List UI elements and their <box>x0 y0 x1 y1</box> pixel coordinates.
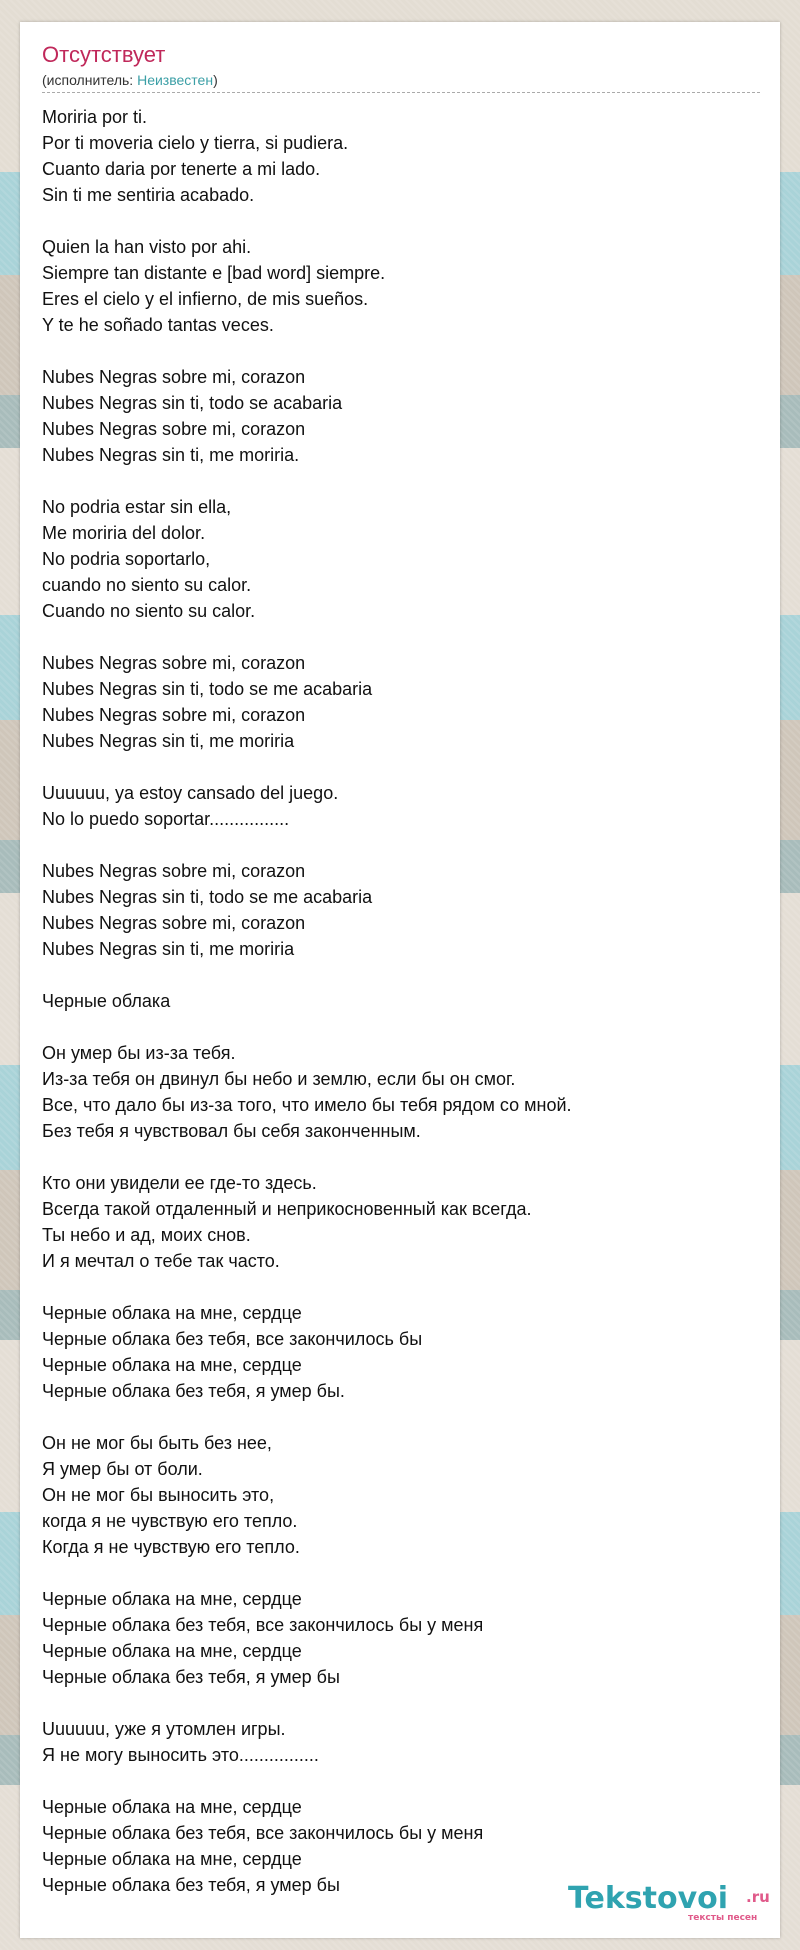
lyric-line <box>42 962 762 988</box>
lyric-line: Nubes Negras sin ti, me moriria <box>42 731 295 751</box>
lyric-line <box>42 338 762 364</box>
lyric-line <box>42 624 762 650</box>
lyric-line: Uuuuuu, ya estoy cansado del juego. <box>42 783 339 803</box>
logo-tld: .ru <box>746 1888 770 1906</box>
lyric-line: Черные облака без тебя, все закончилось бы у меня <box>42 1823 484 1843</box>
lyric-line <box>42 1274 762 1300</box>
lyric-line: И я мечтал о тебе так часто. <box>42 1251 280 1271</box>
lyric-line: Eres el cielo y el infierno, de mis sueños. <box>42 289 369 309</box>
lyric-line: Когда я не чувствую его тепло. <box>42 1537 300 1557</box>
lyric-line: Он умер бы из-за тебя. <box>42 1043 236 1063</box>
site-logo[interactable] <box>568 1882 773 1928</box>
lyric-line: Черные облака на мне, сердце <box>42 1589 302 1609</box>
lyric-line: Черные облака на мне, сердце <box>42 1849 302 1869</box>
lyric-line: Черные облака без тебя, я умер бы. <box>42 1381 345 1401</box>
lyric-line: Me moriria del dolor. <box>42 523 206 543</box>
lyric-line: Все, что дало бы из-за того, что имело бы тебя рядом со мной. <box>42 1095 572 1115</box>
lyric-line: Uuuuuu, уже я утомлен игры. <box>42 1719 286 1739</box>
lyric-line: Черные облака без тебя, все закончилось бы у меня <box>42 1615 484 1635</box>
lyric-line: Черные облака без тебя, все закончилось бы <box>42 1329 423 1349</box>
lyric-line: Черные облака без тебя, я умер бы <box>42 1875 340 1895</box>
lyric-line: No lo puedo soportar................ <box>42 809 290 829</box>
lyric-line <box>42 1404 762 1430</box>
lyric-line: Moriria por ti. <box>42 107 148 127</box>
lyric-line <box>42 468 762 494</box>
lyric-line: cuando no siento su calor. <box>42 575 252 595</box>
lyric-line <box>42 1690 762 1716</box>
lyric-line: Y te he soñado tantas veces. <box>42 315 274 335</box>
lyric-line: Ты небо и ад, моих снов. <box>42 1225 251 1245</box>
lyric-line: Черные облака без тебя, я умер бы <box>42 1667 340 1687</box>
lyric-line: Nubes Negras sobre mi, corazon <box>42 419 306 439</box>
lyrics-card <box>20 22 780 1938</box>
lyric-line: Всегда такой отдаленный и неприкосновенный как всегда. <box>42 1199 532 1219</box>
artist-suffix: ) <box>213 72 218 88</box>
song-title: Отсутствует <box>42 42 166 67</box>
lyric-line: Я умер бы от боли. <box>42 1459 203 1479</box>
lyric-line: Черные облака на мне, сердце <box>42 1797 302 1817</box>
lyric-line: Nubes Negras sin ti, todo se acabaria <box>42 393 343 413</box>
lyric-line: Без тебя я чувствовал бы себя законченным. <box>42 1121 421 1141</box>
artist-line <box>42 72 218 89</box>
lyric-line: Nubes Negras sin ti, me moriria <box>42 939 295 959</box>
lyric-line: Nubes Negras sin ti, todo se me acabaria <box>42 679 373 699</box>
lyric-line: No podria estar sin ella, <box>42 497 232 517</box>
lyric-line: Nubes Negras sobre mi, corazon <box>42 861 306 881</box>
lyric-line: Черные облака <box>42 991 171 1011</box>
lyric-line: Nubes Negras sobre mi, corazon <box>42 705 306 725</box>
lyric-line: No podria soportarlo, <box>42 549 211 569</box>
logo-tagline: тексты песен <box>688 1913 758 1923</box>
lyric-line: Por ti moveria cielo y tierra, si pudiera. <box>42 133 349 153</box>
lyric-line <box>42 1144 762 1170</box>
lyric-line <box>42 1560 762 1586</box>
lyric-line: Из-за тебя он двинул бы небо и землю, если бы он смог. <box>42 1069 516 1089</box>
lyric-line: Черные облака на мне, сердце <box>42 1355 302 1375</box>
lyrics-body <box>42 104 762 1898</box>
artist-prefix: (исполнитель: <box>42 72 138 88</box>
lyric-line: Cuando no siento su calor. <box>42 601 256 621</box>
lyric-line <box>42 1768 762 1794</box>
lyric-line: когда я не чувствую его тепло. <box>42 1511 298 1531</box>
lyric-line: Кто они увидели ее где-то здесь. <box>42 1173 317 1193</box>
lyric-line: Nubes Negras sobre mi, corazon <box>42 913 306 933</box>
lyric-line: Я не могу выносить это................ <box>42 1745 319 1765</box>
lyric-line: Cuanto daria por tenerte a mi lado. <box>42 159 321 179</box>
lyric-line: Он не мог бы выносить это, <box>42 1485 275 1505</box>
lyric-line <box>42 208 762 234</box>
lyric-line <box>42 832 762 858</box>
lyric-line <box>42 754 762 780</box>
lyric-line: Nubes Negras sin ti, me moriria. <box>42 445 300 465</box>
lyric-line: Он не мог бы быть без нее, <box>42 1433 272 1453</box>
lyric-line: Sin ti me sentiria acabado. <box>42 185 255 205</box>
lyric-line: Nubes Negras sobre mi, corazon <box>42 653 306 673</box>
lyric-line: Nubes Negras sobre mi, corazon <box>42 367 306 387</box>
title-divider <box>42 92 760 93</box>
lyric-line: Quien la han visto por ahi. <box>42 237 252 257</box>
lyric-line: Siempre tan distante e [bad word] siempre. <box>42 263 386 283</box>
logo-name: Tekstovoi <box>568 1881 729 1916</box>
lyric-line: Черные облака на мне, сердце <box>42 1641 302 1661</box>
lyric-line: Черные облака на мне, сердце <box>42 1303 302 1323</box>
lyric-line <box>42 1014 762 1040</box>
artist-link[interactable]: Неизвестен <box>137 72 214 88</box>
lyric-line: Nubes Negras sin ti, todo se me acabaria <box>42 887 373 907</box>
